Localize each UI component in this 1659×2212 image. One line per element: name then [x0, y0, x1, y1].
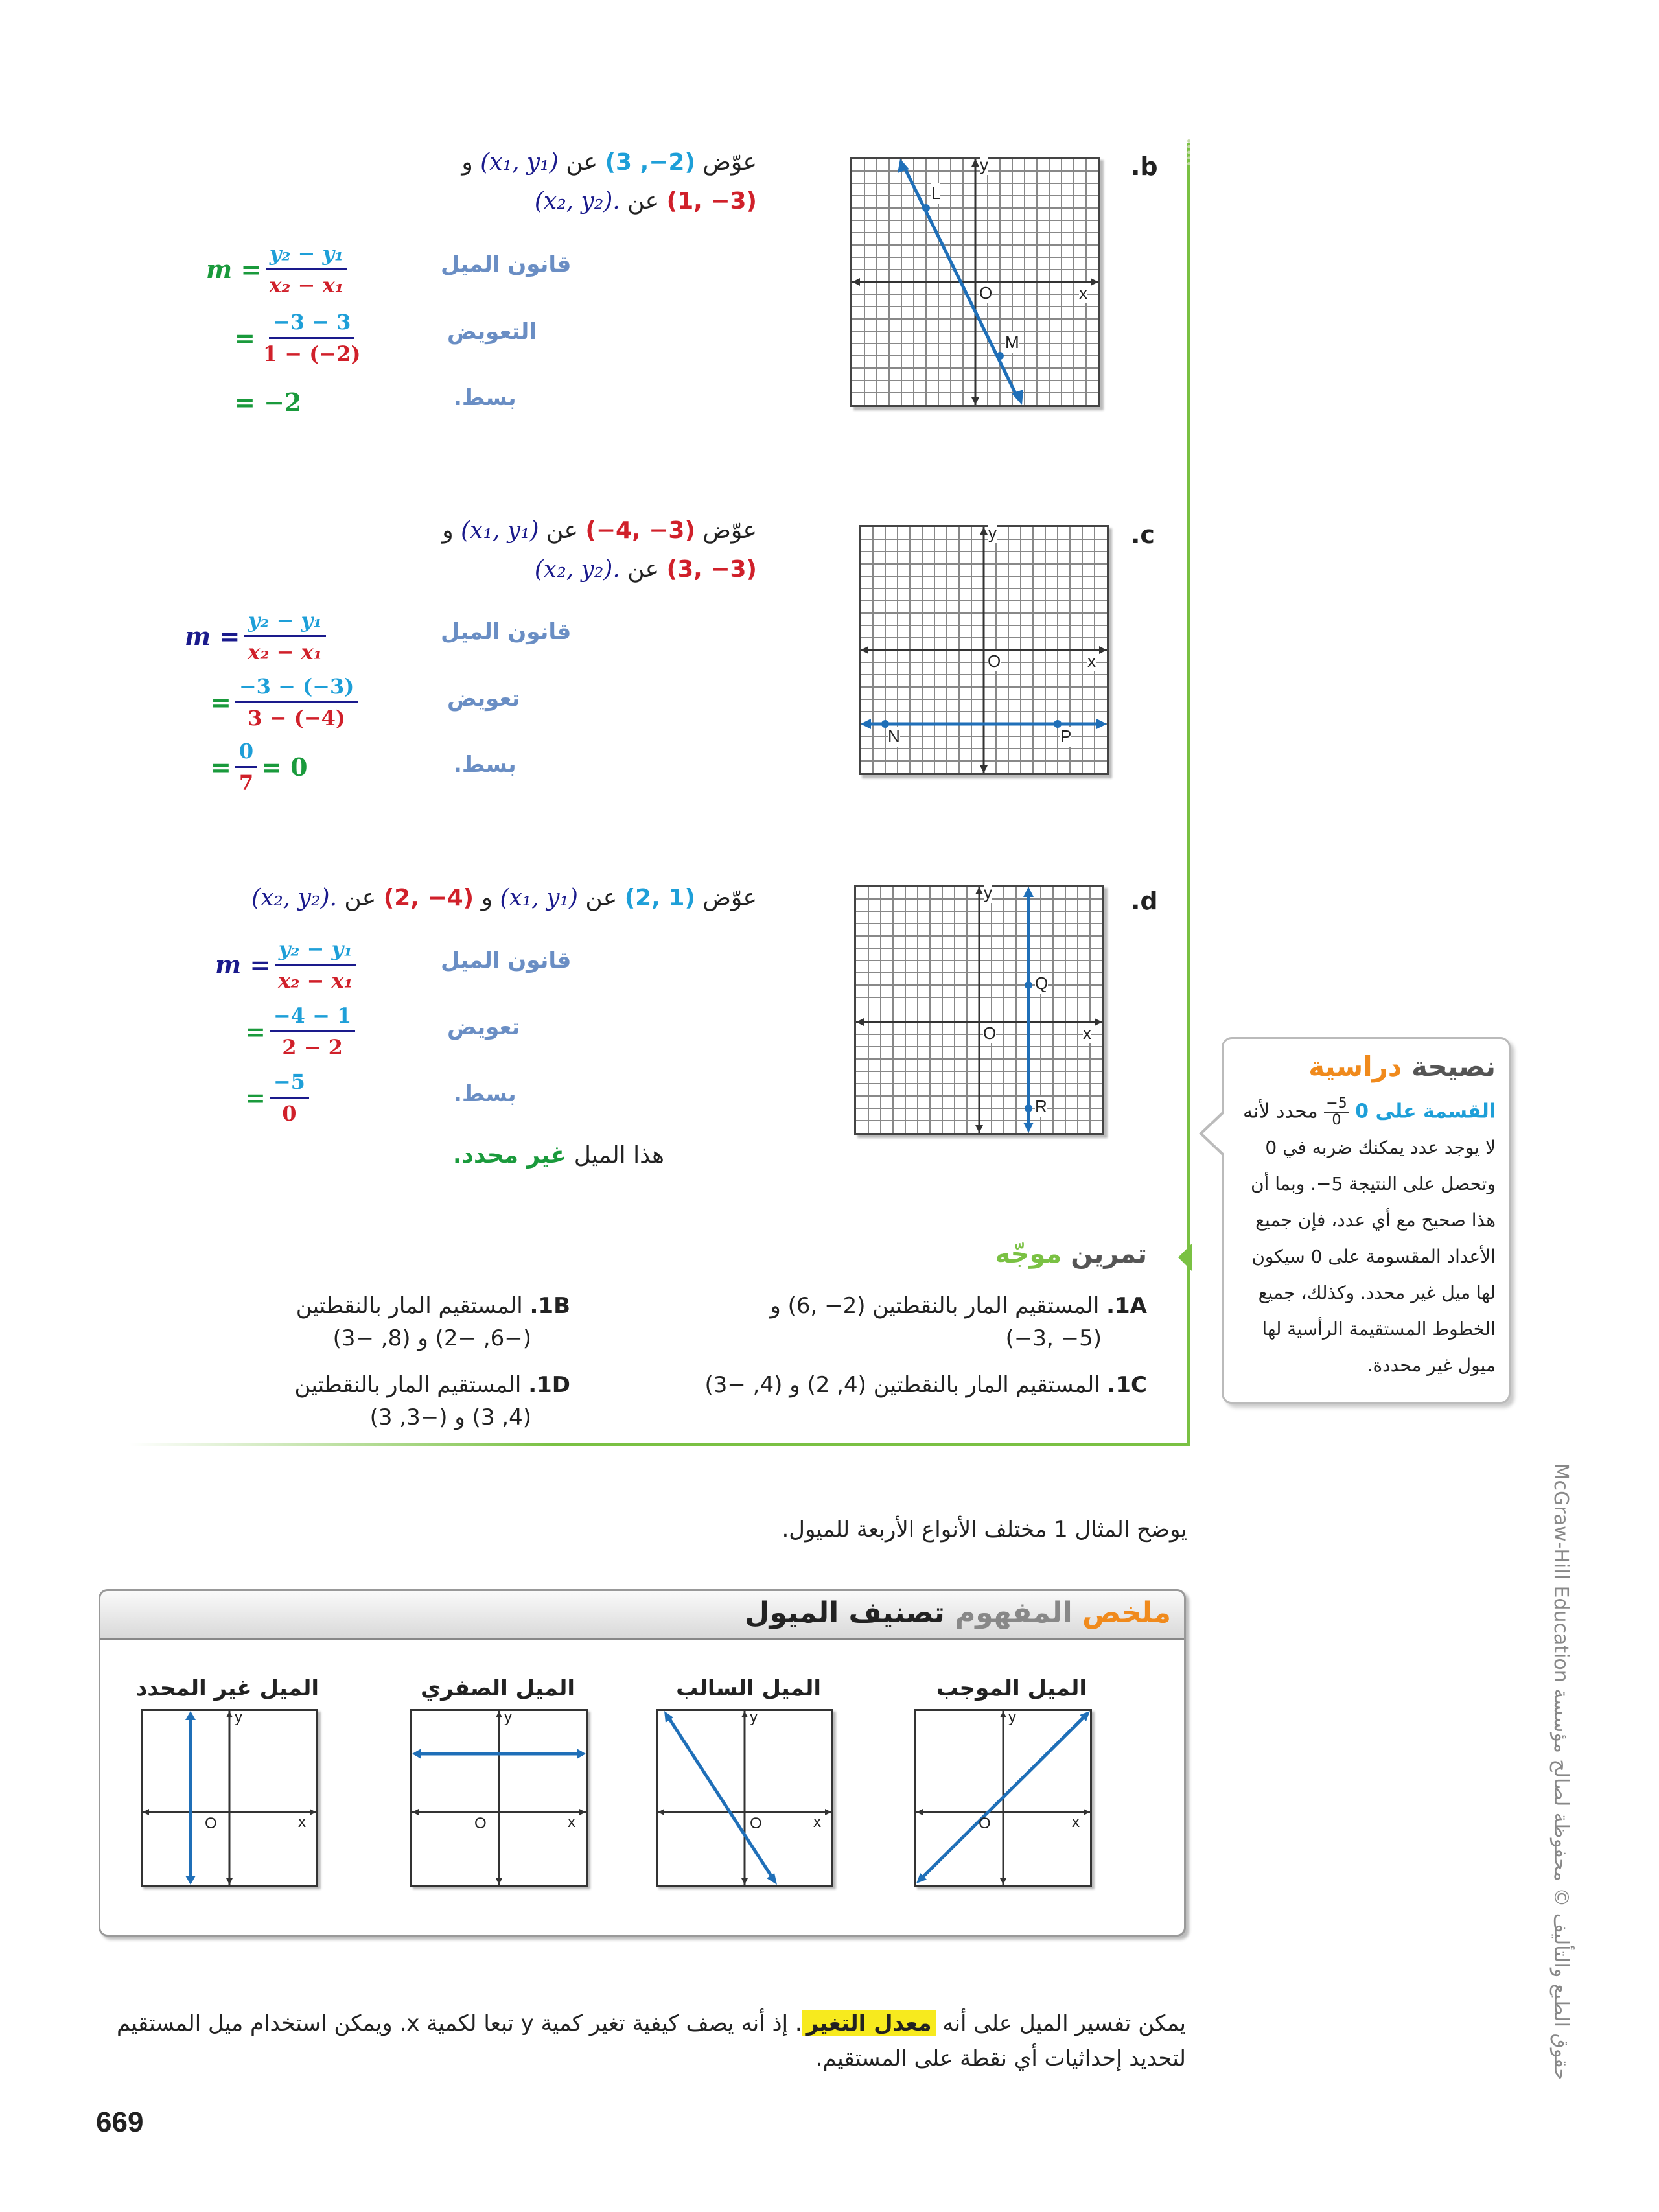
study-tip-body: [1230, 1130, 1496, 1384]
guided-practice-title-a: تمرين: [1071, 1239, 1147, 1269]
example-note: يوضح المثال 1 مختلف الأنواع الأربعة للميول.: [782, 1517, 1187, 1543]
section-d-intro-for1: عن: [585, 885, 618, 911]
concept-summary-title-c: تصنيف الميول: [745, 1596, 945, 1629]
section-d-intro-and: و: [481, 885, 493, 911]
slope-graph-undefined: [141, 1709, 318, 1887]
section-b-intro-1: [461, 149, 757, 176]
section-c-step2-den: 3 − (−4): [248, 706, 345, 730]
study-tip-line-1: لا يوجد عدد يمكنك ضربه في 0: [1265, 1137, 1496, 1158]
section-c-point2: (3, −3): [666, 556, 757, 583]
graph-d-label-y: y: [984, 883, 992, 902]
practice-item-1c-num: 1C.: [1107, 1372, 1147, 1398]
practice-item-1b-text2: (−6, −2) و (8, −3): [332, 1325, 531, 1351]
section-letter-d: .d: [1131, 887, 1158, 915]
graph-b-point-m: M: [1005, 332, 1019, 352]
section-c-result-den: 7: [238, 771, 254, 795]
section-d-step3-num: −5: [270, 1069, 309, 1099]
slope-type-zero-label: الميل الصفري: [421, 1675, 575, 1701]
graph-d-point-r: R: [1035, 1097, 1047, 1116]
section-c-result-num: 0: [235, 739, 257, 768]
section-letter-b: .b: [1131, 152, 1158, 181]
graph-c-label-y: y: [988, 523, 997, 542]
graph-d-point-q: Q: [1035, 973, 1049, 993]
practice-item-1a-text: المستقيم المار بالنقطتين (2− ,6) و: [770, 1293, 1100, 1319]
section-b-label-simplify: بسط.: [454, 385, 516, 411]
section-b-vars2: (x₂, y₂).: [534, 188, 620, 215]
study-tip-frac-num: −5: [1324, 1096, 1349, 1113]
study-tip-line-4: الأعداد المقسومة على 0 سيكون: [1251, 1246, 1496, 1267]
slope-type-negative-label: الميل السالب: [676, 1675, 821, 1701]
section-d-conclusion: [453, 1142, 664, 1169]
study-tip-lead: القسمة على 0: [1355, 1100, 1496, 1123]
slope-graph-positive: [914, 1709, 1092, 1887]
section-b-formula-den: x₂ − x₁: [269, 273, 344, 297]
practice-item-1a: [693, 1290, 1147, 1355]
section-b-intro-for2: عن: [627, 188, 660, 215]
slope-graph-zero-x: x: [568, 1813, 575, 1831]
section-d-intro-for2: عن: [344, 885, 377, 911]
section-d-step3: [245, 1069, 313, 1126]
section-d-conclusion-emph: غير محدد.: [452, 1142, 567, 1169]
section-d-point1: (2, 1): [624, 885, 695, 911]
section-d-formula-num: y₂ − y₁: [275, 937, 356, 966]
section-letter-c: .c: [1131, 520, 1155, 549]
slope-graph-positive-o: O: [979, 1815, 991, 1832]
section-b-point2: (1, −3): [666, 188, 757, 215]
slope-type-positive-label: الميل الموجب: [936, 1675, 1087, 1701]
section-c-vars1: (x₁, y₁): [461, 517, 539, 544]
section-d-intro: [251, 885, 757, 911]
practice-item-1d-num: 1D.: [528, 1372, 570, 1398]
study-tip-line-3: هذا صحيح مع أي عدد، فإن جميع: [1255, 1209, 1496, 1231]
graph-b-origin: O: [979, 283, 993, 303]
slope-graph-negative-x: x: [813, 1813, 821, 1831]
section-d-formula-den: x₂ − x₁: [278, 968, 353, 993]
graph-d-origin: O: [983, 1023, 997, 1043]
guided-practice-title: [995, 1239, 1147, 1269]
practice-item-1c: [629, 1369, 1147, 1401]
slope-graph-zero-y: y: [504, 1708, 512, 1726]
section-c-formula-m: m =: [185, 622, 240, 651]
bottom-paragraph-part2: . إذ أنه يصف كيفية تغير كمية y تبعا لكمية x. ويمكن استخدام ميل المستقيم لتحديد إحداثيات أي نقطة على المستقيم.: [117, 2010, 1186, 2071]
section-d-vars2: (x₂, y₂).: [251, 885, 337, 911]
section-d-step3-den: 0: [282, 1101, 297, 1126]
section-d-intro-verb: عوّض: [702, 885, 757, 911]
study-tip-line-2: وتحصل على النتيجة 5−. وبما أن: [1250, 1173, 1496, 1194]
slope-graph-zero-o: O: [474, 1815, 487, 1832]
side-copyright: حقوق الطبع والتأليف © محفوظة لصالح مؤسسة McGraw-Hill Education: [1549, 1463, 1572, 2080]
section-b-formula: [206, 241, 352, 297]
slope-graph-negative: [656, 1709, 833, 1887]
bottom-paragraph-highlight: معدل التغير: [802, 2010, 936, 2036]
concept-summary-title-a: ملخص: [1082, 1596, 1171, 1629]
section-c-formula-num: y₂ − y₁: [244, 608, 326, 637]
section-b-intro-for1: عن: [566, 149, 598, 176]
bottom-paragraph: [117, 2006, 1186, 2076]
graph-b-label-x: x: [1079, 283, 1087, 303]
section-b-intro-verb: عوّض: [702, 149, 757, 176]
page-number: 669: [96, 2106, 144, 2138]
graph-c: [859, 525, 1109, 775]
practice-item-1b: [181, 1290, 570, 1355]
section-c-intro-1: [442, 517, 757, 544]
graph-d: [854, 885, 1104, 1135]
section-c-intro-for1: عن: [546, 517, 578, 544]
slope-graph-negative-y: y: [750, 1708, 758, 1726]
guided-practice-title-b: موجّه: [995, 1239, 1062, 1269]
study-tip-box: [1222, 1037, 1511, 1404]
section-b-intro-2: [535, 188, 757, 215]
slope-graph-positive-y: y: [1008, 1708, 1016, 1726]
study-tip-pointer-inner: [1203, 1112, 1225, 1155]
study-tip-line-5: لها ميل غير محدد. وكذلك، جميع: [1258, 1282, 1496, 1303]
section-b-label-slope-formula: قانون الميل: [441, 251, 572, 277]
section-b-result: = −2: [235, 388, 302, 417]
section-d-point2: (2, −4): [383, 885, 474, 911]
section-c-point1: (−4, −3): [585, 517, 695, 544]
slope-graph-zero: [410, 1709, 588, 1887]
section-divider-dotted: [1187, 139, 1194, 165]
graph-b-point-l: L: [931, 183, 941, 203]
section-b-formula-m: m =: [206, 255, 262, 284]
practice-item-1d: [181, 1369, 570, 1434]
section-c-step2: [211, 674, 362, 730]
section-d-step3-eq: =: [245, 1083, 266, 1112]
concept-summary-title: [745, 1596, 1171, 1629]
section-d-step2-num: −4 − 1: [270, 1003, 355, 1032]
section-d-step2: [245, 1003, 359, 1060]
section-d-vars1: (x₁, y₁): [500, 885, 578, 911]
section-d-label-simplify: بسط.: [454, 1081, 516, 1107]
section-b-step2-den: 1 − (−2): [262, 342, 361, 366]
study-tip-title-b: دراسية: [1308, 1051, 1402, 1082]
slope-graph-undefined-o: O: [205, 1815, 217, 1832]
section-d-formula: [215, 937, 361, 993]
concept-summary-header: [100, 1591, 1184, 1640]
section-divider-horizontal: [130, 1443, 1190, 1446]
section-b-vars1: (x₁, y₁): [480, 149, 559, 176]
slope-graph-undefined-x: x: [298, 1813, 306, 1831]
study-tip-frac-den: 0: [1332, 1112, 1341, 1128]
graph-c-label-x: x: [1087, 651, 1096, 671]
section-d-conclusion-text: هذا الميل: [574, 1142, 664, 1169]
section-b-label-substitute: التعويض: [447, 319, 537, 345]
section-d-label-slope-formula: قانون الميل: [441, 948, 572, 973]
practice-item-1d-text2: (4, 3) و (−3, 3): [369, 1404, 531, 1430]
practice-item-1c-text: المستقيم المار بالنقطتين (4, 2) و (4, −3): [704, 1372, 1100, 1398]
study-tip-title: [1308, 1051, 1496, 1082]
section-c-step2-eq: =: [211, 688, 231, 717]
graph-c-point-n: N: [888, 727, 900, 746]
practice-item-1d-text: المستقيم المار بالنقطتين: [294, 1372, 522, 1398]
section-b-formula-num: y₂ − y₁: [266, 241, 347, 270]
concept-summary-title-b: المفهوم: [955, 1596, 1073, 1629]
bottom-paragraph-part1: يمكن تفسير الميل على أنه: [942, 2010, 1186, 2036]
section-b-step2: [235, 310, 369, 366]
section-divider-arrow: [1178, 1243, 1192, 1272]
section-c-intro-verb: عوّض: [702, 517, 757, 544]
section-c-label-slope-formula: قانون الميل: [441, 619, 572, 645]
section-d-step2-eq: =: [245, 1017, 266, 1046]
graph-c-origin: O: [988, 651, 1001, 671]
study-tip-line-6: الخطوط المستقيمة الرأسية لها: [1262, 1318, 1496, 1340]
slope-type-undefined-label: الميل غير المحدد: [135, 1675, 319, 1701]
study-tip-lead-line: [1243, 1096, 1496, 1128]
section-c-result: [211, 739, 308, 795]
section-c-vars2: (x₂, y₂).: [534, 556, 620, 583]
section-c-intro-for2: عن: [627, 556, 660, 583]
section-c-formula-den: x₂ − x₁: [248, 640, 323, 664]
concept-summary-box: [99, 1589, 1186, 1937]
slope-graph-positive-x: x: [1072, 1813, 1080, 1831]
practice-item-1b-text: المستقيم المار بالنقطتين: [296, 1293, 523, 1319]
graph-b: [850, 157, 1100, 407]
graph-c-point-p: P: [1060, 727, 1072, 746]
study-tip-line-7: ميول غير محددة.: [1367, 1355, 1496, 1376]
section-b-step2-num: −3 − 3: [269, 310, 354, 339]
graph-b-label-y: y: [980, 155, 988, 174]
section-c-formula: [185, 608, 331, 664]
section-c-intro-2: [535, 556, 757, 583]
section-c-result-eq: =: [211, 752, 231, 782]
section-c-label-substitute: تعويض: [447, 686, 520, 712]
slope-graph-negative-o: O: [750, 1815, 762, 1832]
section-c-label-simplify: بسط.: [454, 752, 516, 778]
section-b-point1: (3 ,−2): [605, 149, 695, 176]
graph-d-label-x: x: [1083, 1023, 1091, 1043]
study-tip-title-a: نصيحة: [1411, 1051, 1496, 1082]
study-tip-line-0: محدد لأنه: [1243, 1100, 1318, 1123]
slope-graph-undefined-y: y: [235, 1708, 242, 1726]
practice-item-1a-text2: (−3, −5): [1005, 1325, 1102, 1351]
section-c-step2-num: −3 − (−3): [235, 674, 358, 703]
section-d-formula-m: m =: [215, 950, 271, 979]
section-b-intro-and: و: [461, 149, 473, 176]
section-b-step2-eq: =: [235, 323, 255, 353]
section-d-label-substitute: تعويض: [447, 1014, 520, 1040]
section-c-intro-and: و: [442, 517, 454, 544]
practice-item-1b-num: 1B.: [529, 1293, 570, 1319]
section-c-result-tail: = 0: [261, 752, 308, 782]
section-d-step2-den: 2 − 2: [282, 1035, 343, 1060]
practice-item-1a-num: 1A.: [1106, 1293, 1147, 1319]
